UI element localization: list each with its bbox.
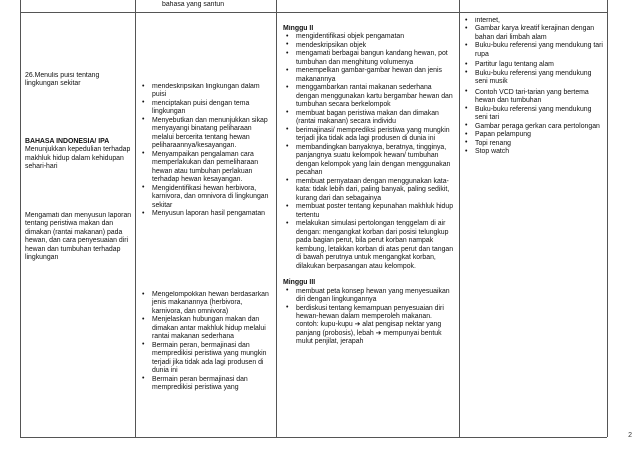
row-divider [20,12,607,13]
activity-item: • menggambarkan rantai makanan sederhana dengan menggunakan kartu bergambar hewan dan tumbuhan secara berkelompok [283,84,455,109]
activity-item: • membuat pernyataan dengan menggunakan kata-kata: tidak lebih dari, paling banyak, paling sedikit, kurang dari dan sebagainya [283,178,455,203]
indicator-item: • Menjelaskan hubungan makan dan dimakan antar makhluk hidup melalui rantai makanan sederhana [139,316,274,341]
indicator-item: • Bermain peran, bermajinasi dan mempredikisi peristiwa yang mungkin terjadi jika tidak ada lagi produsen di dunia ini [139,342,274,376]
indicator-item: • menciptakan puisi dengan tema lingkungan [139,100,274,117]
indicator-item: • Menyebutkan dan menunjukkan sikap menyayangi binatang peliharaan melalui bercerita tentang hewan peliharaannya/kesayangan. [139,117,274,151]
resource-item: • Partitur lagu tentang alam [462,61,605,69]
table-border-right [607,0,608,437]
activity-item: • berimajinasi/ memprediksi peristiwa yang mungkin terjadi jika tidak ada lagi produsen di dunia ini [283,127,455,144]
resource-item: • Topi renang [462,140,605,148]
resource-item: • internet, [462,17,605,25]
resources-cell [462,17,605,157]
resource-item: • Gambar peraga gerkan cara pertolongan [462,123,605,131]
activity-item: • membuat poster tentang kepunahan makhluk hidup tertentu [283,203,455,220]
activity-item: • membandingkan banyaknya, beratnya, tingginya, panjangnya suatu kelompok hewan/ tumbuhan dengan kelompok yang lain dengan menggunakan pecahan [283,144,455,178]
competency-ipa: Menunjukkan kepedulian terhadap makhluk hidup dalam kehidupan sehari-hari [25,146,131,171]
resource-item: • Buku-buku referensi yang mendukung seni musik [462,70,605,87]
table-border-left [20,0,21,437]
activity-item: • mendeskripsikan objek [283,42,455,50]
indicator-item: • Menyusun laporan hasil pengamatan [139,210,274,218]
resource-item: • Buku-buku referensi yang mendukung tari rupa [462,42,605,59]
indicator-item: • Menyampaikan pengalaman cara memperlakukan dan pemeliharaan hewan atau tumbuhan perlakuan terhadap hewan kesayangan. [139,151,274,185]
subject-title: BAHASA INDONESIA/ IPA [25,138,110,145]
activity-item: • membuat peta konsep hewan yang menyesuaikan diri dengan lingkungannya [283,288,455,305]
activity-item: • mengamati berbagai bangun kandang hewan, pot tumbuhan dan menghitung volumenya [283,50,455,67]
competency-text: Mengamati dan menyusun laporan tentang peristiwa makan dan dimakan (rantai makanan) pada hewan, dan cara penyesuaian diri hewan dan tumbuhan terhadap lingkungan [25,212,132,262]
week-2-title: Minggu II [283,25,314,32]
competency-cell [25,212,133,263]
table-border-bottom [20,437,607,438]
indicator-top-cell [162,1,272,9]
indicator-item: • Mengidentifikasi hewan herbivora, karnivora, dan omnivora di lingkungan sekitar [139,185,274,210]
column-divider-1 [135,0,136,437]
page-number: 2 [628,432,632,439]
indicator-continued: bahasa yang santun [162,1,225,8]
indicator-item: • Mengelompokkan hewan berdasarkan jenis makanannya (herbivora, karnivora, dan omnivora) [139,291,274,316]
indicator-item: • mendeskripsikan lingkungan dalam puisi [139,83,274,100]
activity-item: • berdiskusi tentang kemampuan penyesuaian diri hewan-hewan dalam memperoleh makanan. contoh: kupu-kupu ➔ alat pengisap nektar yang panjang (probosis), lebah ➔ mempunyai bentuk mulut penjilat, jerapah [283,305,455,347]
week-3-title: Minggu III [283,279,316,287]
resource-item: • Contoh VCD tari-tarian yang bertema hewan dan tumbuhan [462,89,605,106]
subject-cell [25,138,133,172]
activities-cell [283,25,455,437]
indicator-list-1 [139,83,274,219]
resource-item: • Buku-buku referensi yang mendukung seni tari [462,106,605,123]
column-divider-3 [459,0,460,437]
resource-item: • Stop watch [462,148,605,156]
activity-item: • membuat bagan peristiwa makan dan dimakan (rantai makanan) secara individu [283,110,455,127]
indicator-item: • Bermain peran bermajinasi dan mempredikisi peristiwa yang [139,376,274,393]
indicator-list-2 [139,291,274,437]
activity-item: • mengidentifikasi objek pengamatan [283,33,455,41]
row-heading-cell [25,72,133,89]
column-divider-2 [276,0,277,437]
resource-item: • Papan pelampung [462,131,605,139]
activity-item: • menempelkan gambar-gambar hewan dan jenis makanannya [283,67,455,84]
activity-item: • melakukan simulasi pertolongan tenggelam di air dengan: mengangkat korban dari posisi telungkup pada bagian perut, bila perut korban nampak kembung, letakkan korban di atas perut dan tangan di bawah perutnya untuk mengangkat korban, dilakukan berpasangan atau kelompok. [283,220,455,271]
row-heading: 26.Menulis puisi tentang lingkungan sekitar [25,72,100,88]
resource-item: • Gambar karya kreatif kerajinan dengan bahan dari limbah alam [462,25,605,42]
